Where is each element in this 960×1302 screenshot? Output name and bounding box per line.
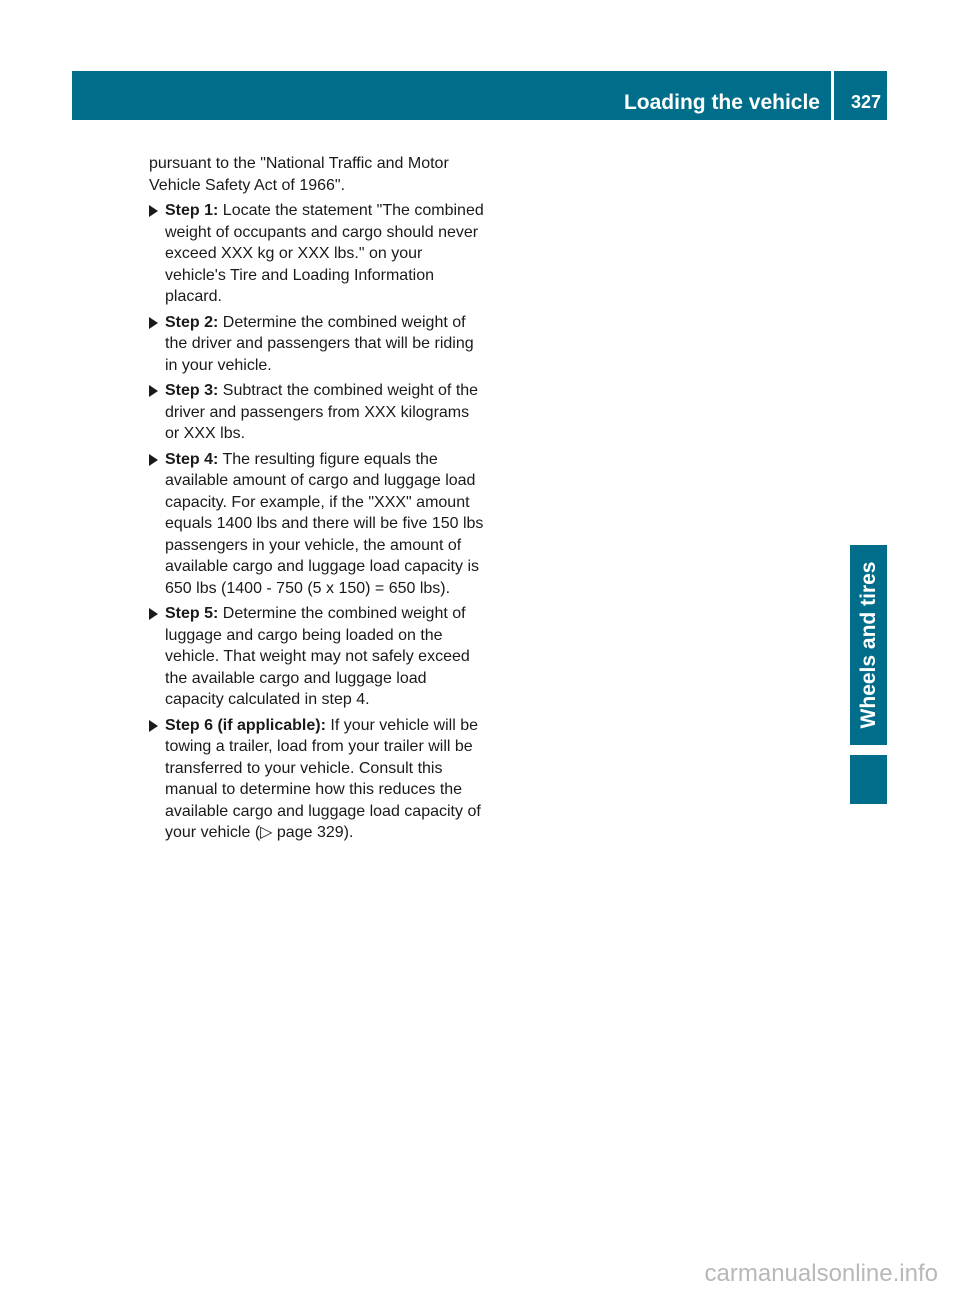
step-label: Step 6 (if applicable): (165, 716, 326, 734)
chapter-tab (850, 545, 887, 745)
chapter-tab-marker (850, 755, 887, 804)
list-item (149, 312, 484, 377)
chapter-tab-label: Wheels and tires (856, 561, 880, 729)
arrow-bullet-icon (149, 317, 158, 329)
step-label: Step 3: (165, 382, 219, 399)
header-divider (831, 71, 834, 120)
section-title: Loading the vehicle (623, 91, 820, 114)
list-item (149, 380, 484, 445)
step-text: Locate the statement "The combined weight of occupants and cargo should never exceed XXX kg or XXX lbs." on your vehicle's Tire and Loading Information placard. (165, 202, 484, 305)
step-label: Step 5: (165, 605, 219, 622)
step-text: The resulting figure equals the available amount of cargo and luggage load capacity. For example, if the "XXX" amount equals 1400 lbs and there will be five 150 lbs passengers in your vehicle, the amount of available cargo and luggage load capacity is 650 lbs (1400 - 750 (5 x 150) = 650 lbs). (165, 450, 484, 597)
arrow-bullet-icon (149, 385, 158, 397)
arrow-bullet-icon (149, 608, 158, 620)
list-item (149, 715, 484, 844)
step-label: Step 2: (165, 313, 219, 331)
list-item (149, 200, 484, 308)
page-header (72, 71, 887, 120)
step-label: Step 1: (165, 202, 219, 219)
step-text: Determine the combined weight of the driver and passengers that will be riding in your vehicle. (165, 313, 474, 374)
arrow-bullet-icon (149, 720, 158, 732)
page-number: 327 (850, 92, 881, 112)
arrow-bullet-icon (149, 454, 158, 466)
watermark: carmanualsonline.info (704, 1260, 938, 1287)
step-text: Subtract the combined weight of the driver and passengers from XXX kilograms or XXX lbs. (165, 382, 479, 442)
list-item (149, 449, 484, 600)
step-text: Determine the combined weight of luggage and cargo being loaded on the vehicle. That weight may not safely exceed the available cargo and luggage load capacity calculated in step 4. (165, 605, 470, 708)
step-label: Step 4: (165, 450, 219, 468)
step-list (149, 200, 484, 844)
body-text (149, 153, 484, 848)
arrow-bullet-icon (149, 205, 158, 217)
intro-paragraph: pursuant to the "National Traffic and Motor Vehicle Safety Act of 1966". (149, 155, 449, 194)
list-item (149, 603, 484, 711)
step-text: If your vehicle will be towing a trailer, load from your trailer will be transferred to your vehicle. Consult this manual to determine how this reduces the available cargo and luggage load capacity of your vehicle (▷ page 329). (165, 716, 481, 841)
